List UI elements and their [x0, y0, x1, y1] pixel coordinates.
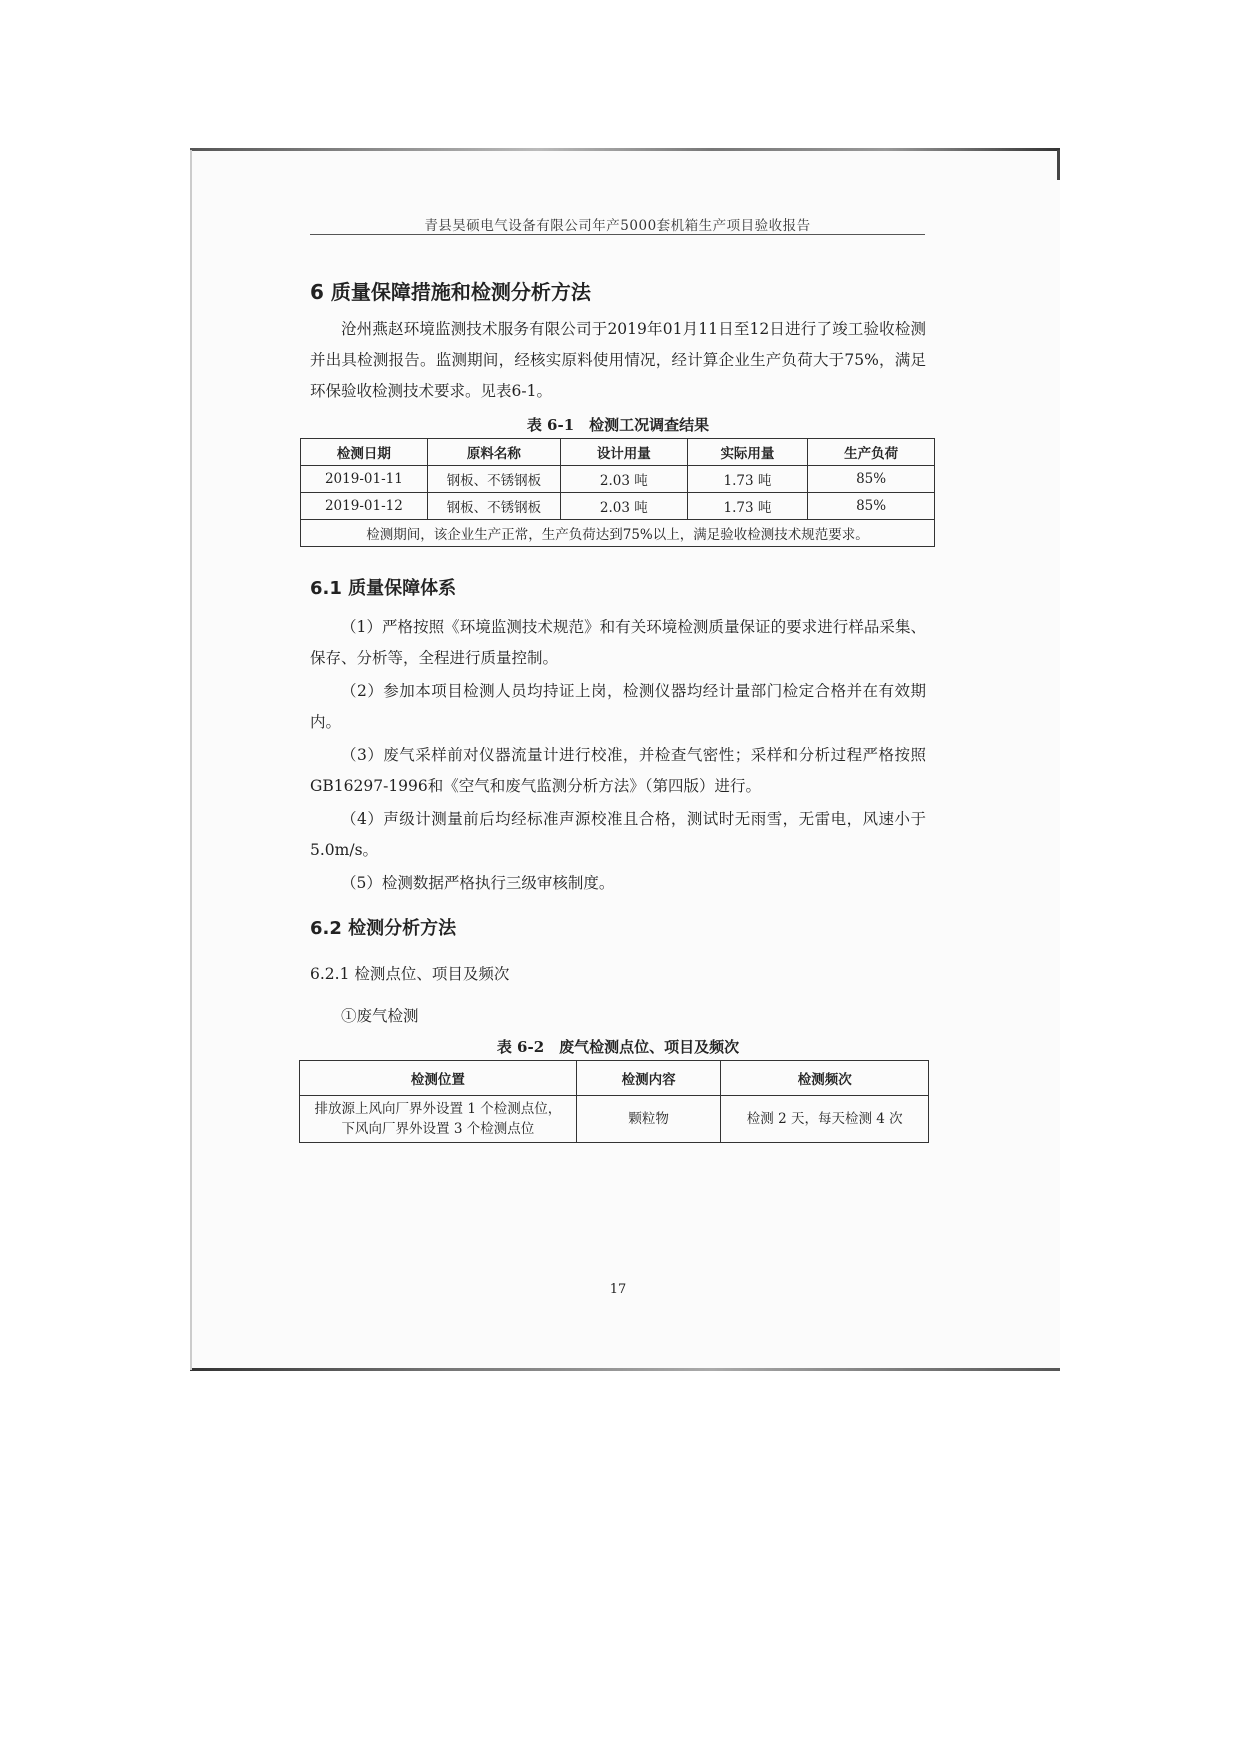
cell-design-amount: 2.03 吨: [560, 493, 687, 520]
section-6-intro: 沧州燕赵环境监测技术服务有限公司于2019年01月11日至12日进行了竣工验收检测并出具检测报告。监测期间，经核实原料使用情况，经计算企业生产负荷大于75%，满足环保验收检测技术要求。见表6-1。: [310, 320, 926, 400]
col-material: 原料名称: [427, 439, 560, 466]
waste-gas-item: ①废气检测: [341, 1007, 419, 1025]
quality-item-3: （3）废气采样前对仪器流量计进行校准，并检查气密性；采样和分析过程严格按照GB16297-1996和《空气和废气监测分析方法》（第四版）进行。: [310, 746, 926, 795]
col-content: 检测内容: [576, 1061, 721, 1096]
col-actual-amount: 实际用量: [687, 439, 807, 466]
cell-actual-amount: 1.73 吨: [687, 493, 807, 520]
location-line-2: 下风向厂界外设置 3 个检测点位: [341, 1121, 535, 1137]
running-header: 青县昊硕电气设备有限公司年产5000套机箱生产项目验收报告: [424, 218, 811, 234]
scan-right-edge: [1057, 150, 1060, 180]
section-6-2-title: 6.2 检测分析方法: [310, 918, 457, 939]
cell-material: 钢板、不锈钢板: [427, 493, 560, 520]
section-6-2-1-title: 6.2.1 检测点位、项目及频次: [310, 965, 510, 983]
page-number: 17: [609, 1282, 627, 1297]
col-location: 检测位置: [300, 1061, 577, 1096]
cell-content: 颗粒物: [576, 1096, 721, 1143]
quality-item-1: （1）严格按照《环境监测技术规范》和有关环境检测质量保证的要求进行样品采集、保存、分析等，全程进行质量控制。: [310, 618, 926, 667]
table-row: [301, 493, 935, 520]
table-note: 检测期间，该企业生产正常，生产负荷达到75%以上，满足验收检测技术规范要求。: [301, 520, 935, 547]
table-row: [301, 466, 935, 493]
section-6-title: 6 质量保障措施和检测分析方法: [310, 280, 591, 304]
col-frequency: 检测频次: [721, 1061, 929, 1096]
location-line-1: 排放源上风向厂界外设置 1 个检测点位，: [314, 1101, 562, 1117]
section-6-1-title: 6.1 质量保障体系: [310, 578, 457, 599]
table-6-1-caption: 表 6-1 检测工况调查结果: [526, 416, 710, 434]
quality-item-4: （4）声级计测量前后均经标准声源校准且合格，测试时无雨雪，无雷电，风速小于5.0m/s。: [310, 810, 926, 859]
cell-load: 85%: [808, 466, 935, 493]
quality-item-5: （5）检测数据严格执行三级审核制度。: [341, 874, 615, 892]
table-header-row: [301, 439, 935, 466]
header-rule: [310, 234, 925, 235]
cell-actual-amount: 1.73 吨: [687, 466, 807, 493]
quality-item-2: （2）参加本项目检测人员均持证上岗，检测仪器均经计量部门检定合格并在有效期内。: [310, 682, 926, 731]
cell-design-amount: 2.03 吨: [560, 466, 687, 493]
scan-top-edge: [190, 148, 1060, 151]
table-6-2: [299, 1060, 929, 1143]
cell-location: [300, 1096, 577, 1143]
table-6-2-caption: 表 6-2 废气检测点位、项目及频次: [496, 1038, 740, 1056]
scan-left-edge: [190, 150, 192, 1370]
cell-load: 85%: [808, 493, 935, 520]
col-design-amount: 设计用量: [560, 439, 687, 466]
col-date: 检测日期: [301, 439, 428, 466]
table-header-row: [300, 1061, 929, 1096]
scan-bottom-edge: [190, 1368, 1060, 1371]
table-note-row: [301, 520, 935, 547]
cell-date: 2019-01-12: [301, 493, 428, 520]
cell-frequency: 检测 2 天，每天检测 4 次: [721, 1096, 929, 1143]
col-load: 生产负荷: [808, 439, 935, 466]
table-6-1: [300, 438, 935, 547]
cell-material: 钢板、不锈钢板: [427, 466, 560, 493]
table-row: [300, 1096, 929, 1143]
cell-date: 2019-01-11: [301, 466, 428, 493]
